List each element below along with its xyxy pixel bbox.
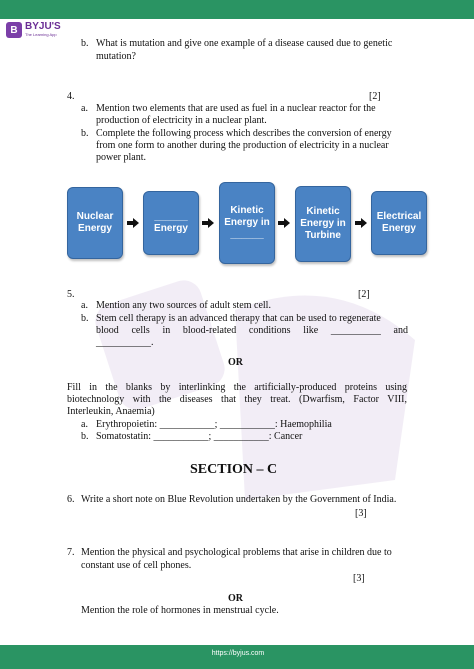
fill-intro-line-1: Fill in the blanks by interlinking the artificially-produced proteins using [67,382,407,393]
header-bar [0,0,474,19]
q4a-line-2: production of electricity in a nuclear plant. [96,115,267,126]
q4a-line-1: Mention two elements that are used as fuel in a nuclear reactor for the [96,103,376,114]
brand-tagline: The Learning App [25,32,57,37]
flow-box-electrical-energy: Electrical Energy [371,191,427,255]
q5b-line-3: ___________. [96,337,154,348]
q-mutation-line-1: What is mutation and give one example of a disease caused due to genetic [96,38,393,49]
fill-a-text: Erythropoietin: ___________; ___________: Haemophilia [96,419,332,430]
brand-name: BYJU'S [25,21,61,32]
q7-alt-text: Mention the role of hormones in menstrual cycle. [81,605,279,616]
brand-logo [6,22,61,38]
q4-marks: [2] [369,91,381,102]
q5b-line-1: Stem cell therapy is an advanced therapy that can be used to regenerate [96,313,381,324]
q5b-label: b. [81,313,89,324]
flow-box-kinetic-energy-blank: Kinetic Energy in ______ [219,182,275,264]
flow-box-nuclear-energy: Nuclear Energy [67,187,123,259]
right-arrow-icon [202,218,214,228]
right-arrow-icon [278,218,290,228]
q7-or-divider: OR [228,593,243,604]
q-mutation-line-2: mutation? [96,51,136,62]
q7-line-2: constant use of cell phones. [81,560,192,571]
q7-marks: [3] [353,573,365,584]
q4b-line-3: power plant. [96,152,146,163]
byjus-logo-icon: B [6,22,22,38]
fill-b-text: Somatostatin: ___________; ___________: Cancer [96,431,303,442]
q7-line-1: Mention the physical and psychological problems that arise in children due to [81,547,392,558]
q6-marks: [3] [355,508,367,519]
q7-number: 7. [67,547,75,558]
q4-number: 4. [67,91,75,102]
q4b-line-1: Complete the following process which describes the conversion of energy [96,128,392,139]
fill-intro-line-2: biotechnology with the diseases that they treat. (Dwarfism, Factor VIII, [67,394,407,405]
q5a-label: a. [81,300,88,311]
or-divider: OR [228,357,243,368]
fill-intro-line-3: Interleukin, Anaemia) [67,406,155,417]
q5a-text: Mention any two sources of adult stem cell. [96,300,271,311]
right-arrow-icon [127,218,139,228]
q5b-line-2: blood cells in blood-related conditions like __________ and [96,325,408,336]
q4b-line-2: from one form to another during the production of electricity in a nuclear [96,140,389,151]
q6-text: Write a short note on Blue Revolution undertaken by the Government of India. [81,494,397,505]
section-heading: SECTION – C [190,462,278,477]
fill-a-label: a. [81,419,88,430]
q4b-label: b. [81,128,89,139]
q6-number: 6. [67,494,75,505]
flow-box-kinetic-turbine: Kinetic Energy in Turbine [295,186,351,262]
flow-box-blank-energy: ______ Energy [143,191,199,255]
q4a-label: a. [81,103,88,114]
q5-marks: [2] [358,289,370,300]
q-mutation-label: b. [81,38,89,49]
footer-url-link[interactable]: https://byjus.com [211,650,265,657]
fill-b-label: b. [81,431,89,442]
right-arrow-icon [355,218,367,228]
q5-number: 5. [67,289,75,300]
